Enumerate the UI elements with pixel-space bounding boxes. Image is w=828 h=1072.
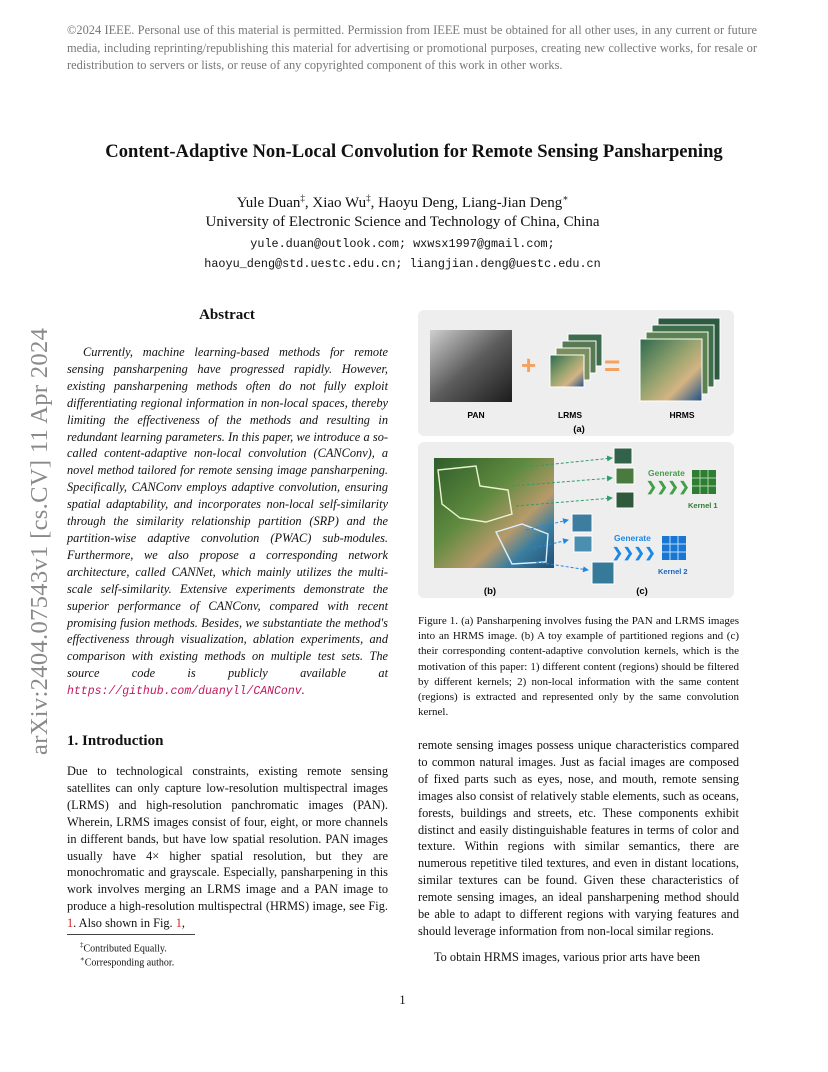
footnote-1: ‡Contributed Equally. (80, 941, 167, 955)
green-patches (614, 448, 634, 508)
author-2-mark: ‡ (366, 193, 371, 203)
section-heading-introduction: 1. Introduction (67, 733, 164, 749)
label-b: (b) (483, 586, 497, 597)
generate-arrows-1: ❯❯❯❯ (646, 479, 690, 494)
partitioned-map (434, 458, 554, 568)
generate-label-2: Generate (614, 533, 651, 543)
affiliation: University of Electronic Science and Technology of China, China (205, 214, 600, 230)
author-2: Xiao Wu (312, 195, 367, 211)
generate-arrows-2: ❯❯❯❯ (612, 545, 656, 560)
paper-title: Content-Adaptive Non-Local Convolution for Remote Sensing Pansharpening (105, 141, 723, 162)
hrms-stack (640, 318, 720, 401)
label-hrms: HRMS (669, 410, 695, 420)
kernel-1-icon (692, 470, 716, 494)
figure-1-caption: Figure 1. (a) Pansharpening involves fusing the PAN and LRMS images into an HRMS image. (b) A toy example of partitioned regions and (c) their corresponding content-adaptive convolution kernels, which is the motivation of this paper: 1) different content (regions) should be filtered by different kernels; 2) non-local information with the same content (regions) is extracted and represented only by the same convolution kernel. (418, 615, 739, 719)
author-list: Yule Duan‡, Xiao Wu‡, Haoyu Deng, Liang-Jian Deng∗ (236, 193, 569, 211)
abstract-heading: Abstract (199, 307, 255, 323)
kernel-2-label: Kernel 2 (658, 567, 688, 576)
label-a: (a) (573, 424, 585, 435)
figure-ref-link[interactable]: 1 (175, 916, 182, 931)
author-rest: Haoyu Deng, Liang-Jian Deng (378, 195, 563, 211)
footnote-2: ∗Corresponding author. (80, 955, 175, 969)
label-lrms: LRMS (557, 410, 583, 420)
code-link[interactable]: https://github.com/duanyll/CANConv (67, 685, 302, 699)
kernel-1-label: Kernel 1 (688, 501, 718, 510)
label-pan: PAN (467, 410, 485, 420)
copyright-notice: ©2024 IEEE. Personal use of this material is permitted. Permission from IEEE must be obtained for all other uses, in any current or future media, including reprinting/republishing this material for advertising or promotional purposes, creating new collective works, for resale or redistribution to servers or lists, or reuse of any copyrighted component of this work in other works. (67, 23, 757, 72)
email-line-2: haoyu_deng@std.uestc.edu.cn; liangjian.deng@uestc.edu.cn (204, 257, 601, 271)
arxiv-stamp: arXiv:2404.07543v1 [cs.CV] 11 Apr 2024 (26, 327, 53, 755)
equals-sign: = (604, 350, 621, 381)
page-number: 1 (399, 993, 406, 1007)
abstract-text: Currently, machine learning-based methods for remote sensing pansharpening have progressed rapidly. However, existing pansharpening methods often do not fully exploit differentiating regional information in non-local spaces, thereby limiting the effectiveness of the methods and resulting in redundant learning parameters. In this paper, we introduce a so-called content-adaptive non-local convolution (CANConv), a novel method tailored for remote sensing image pansharpening. Specifically, CANConv employs adaptive convolution, ensuring spatial adaptability, and incorporates non-local self-similarity through the similarity relationship partition (SRP) and the partition-wise adaptive convolution (PWAC) sub-modules. Furthermore, we also propose a corresponding network architecture, called CANNet, which mainly utilizes the multi-scale self-similarity. Extensive experiments demonstrate the superior performance of CANConv, compared with recent promising fusion methods. Besides, we substantiate the method's effectiveness through visualization, ablation experiments, and comparison with existing methods on multiple test sets. The source code is publicly available at (67, 345, 388, 681)
figure-1 (416, 308, 736, 598)
kernel-2-icon (662, 536, 686, 560)
generate-label-1: Generate (648, 468, 685, 478)
author-rest-mark: ∗ (562, 193, 569, 203)
intro-paragraph-right-2: To obtain HRMS images, various prior arts have been (434, 950, 701, 964)
email-line-1: yule.duan@outlook.com; wxwsx1997@gmail.com; (250, 237, 555, 251)
plus-sign: + (521, 350, 537, 380)
intro-paragraph-right-1: remote sensing images possess unique characteristics compared to common natural images. Just as facial images are composed of fixed parts such as eyes, nose, and mouth, remote sensing images also consist of relatively stable elements, such as oceans, forests, buildings and streets, etc. These components exhibit distinct and easily distinguishable features in terms of color and texture. Within regions with similar semantics, there are numerous repetitive tiled textures, and even in distant locations, similar textures can be found. Given these characteristics of remote sensing images, an ideal pansharpening method should be able to adapt to different regions with varying features and should leverage information from non-local similar regions. (418, 738, 739, 938)
author-1: Yule Duan (236, 195, 301, 211)
author-1-mark: ‡ (300, 193, 305, 203)
pan-image (430, 330, 512, 402)
label-c: (c) (636, 586, 648, 597)
figure-1-graphic (416, 308, 736, 598)
abstract-body: Currently, machine learning-based methods for remote sensing pansharpening have progressed rapidly. However, existing pansharpening methods often do not fully exploit differentiating regional information in non-local spaces, thereby limiting the effectiveness of the methods and resulting in redundant learning parameters. In this paper, we introduce a so-called content-adaptive non-local convolution (CANConv), a novel method tailored for remote sensing image pansharpening. Specifically, CANConv employs adaptive convolution, ensuring spatial adaptability, and incorporates non-local self-similarity through the similarity relationship partition (SRP) and the partition-wise adaptive convolution (PWAC) sub-modules. Furthermore, we also propose a corresponding network architecture, called CANNet, which mainly utilizes the multi-scale self-similarity. Extensive experiments demonstrate the superior performance of CANConv, compared with recent promising fusion methods. Besides, we substantiate the method's effectiveness through visualization, ablation experiments, and comparison with existing methods on multiple test sets. The source code is publicly available at https://github.com/duanyll/CANConv. (67, 345, 388, 699)
footnote-rule (67, 934, 195, 935)
figure-ref-link[interactable]: 1 (67, 916, 74, 931)
intro-paragraph-1: Due to technological constraints, existing remote sensing satellites can only capture low-resolution multispectral images (LRMS) and high-resolution panchromatic images (PAN). Wherein, LRMS images consist of four, eight, or more channels in different bands, but have low spatial resolution. PAN images usually have 4× higher spatial resolution, but they are monochromatic and grayscale. Especially, pansharpening in this work involves merging an LRMS image and a PAN image to produce a high-resolution multispectral (HRMS) image, see Fig. 1. Also shown in Fig. 1, (67, 764, 388, 931)
